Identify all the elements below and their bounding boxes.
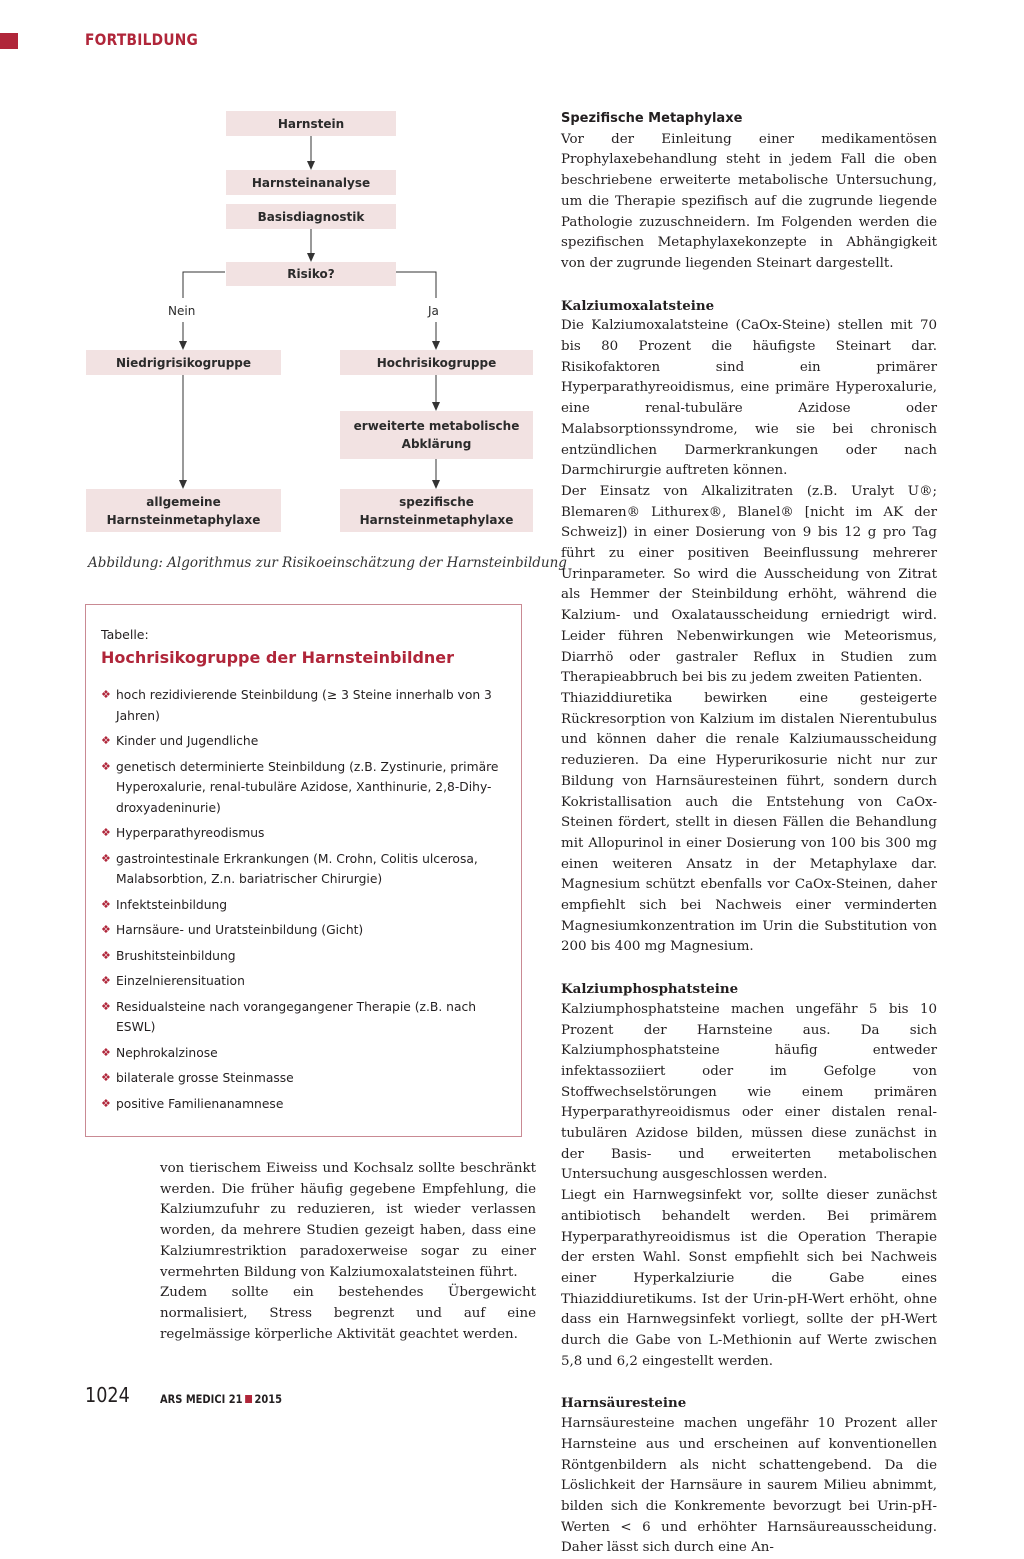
flow-node-allgemeine-metaphylaxe: allgemeine Harnsteinmetaphylaxe <box>86 489 281 532</box>
paragraph: Der Einsatz von Alkalizitraten (z.B. Uralyt U®; Blemaren® Lithurex®, Blanel® [nicht im AK der Schweiz]) in einer Dosierung von 9 bis 12 g pro Tag führt zu einer positiven Beeinflussung mehrerer Urinparameter. So wird die Ausscheidung von Zitrat als Hemmer der Steinbildung erhöht, während die Kalzium- und Oxalatausscheidung erniedrigt wird. Leider führen Nebenwirkungen wie Meteorismus, Diarrhö oder gastraler Reflux in Studien zum Therapieabbruch bei bis zu jedem zweiten Patienten. <box>561 483 937 686</box>
diamond-bullet-icon: ❖ <box>101 1045 111 1059</box>
risk-list-item-text: Kinder und Jugendliche <box>116 734 259 748</box>
table-kicker: Tabelle: <box>101 627 149 642</box>
diamond-bullet-icon: ❖ <box>101 999 111 1013</box>
left-column-text <box>160 1159 536 1345</box>
journal-year: 2015 <box>254 1392 283 1406</box>
diamond-bullet-icon: ❖ <box>101 1071 111 1084</box>
page-number: 1024 <box>85 1383 130 1407</box>
risk-list-item <box>101 946 511 967</box>
diamond-bullet-icon: ❖ <box>101 974 111 987</box>
diamond-bullet-icon: ❖ <box>101 734 111 747</box>
diamond-bullet-icon: ❖ <box>101 851 111 865</box>
risk-list-item <box>101 895 511 916</box>
paragraph: von tierischem Eiweiss und Kochsalz sollte beschränkt werden. Die früher häufig gegebene Empfehlung, die Kalziumzufuhr zu reduzieren, ist wieder verlassen worden, da mehrere Studien gezeigt haben, dass eine Kalziumrestriktion paradoxerweise sogar zu einer vermehrten Bildung von Kalziumoxalatsteinen führt. <box>160 1161 536 1280</box>
risk-list-item <box>101 920 511 941</box>
risk-list-item-text: gastrointestinale Erkrankungen (M. Crohn, Colitis ulcerosa, Malabsorbtion, Z.n. bariatrischer Chirurgie) <box>116 851 478 886</box>
diamond-bullet-icon: ❖ <box>101 923 111 936</box>
flow-node-niedrigrisikogruppe: Niedrigrisikogruppe <box>86 350 281 375</box>
risk-list-item-text: positive Familienanamnese <box>116 1096 284 1111</box>
risk-list-item-text: Nephrokalzinose <box>116 1045 218 1060</box>
risk-list-item-text: Brushitsteinbildung <box>116 948 236 963</box>
heading-spezifische-metaphylaxe: Spezifische Metaphylaxe <box>561 111 743 126</box>
table-title: Hochrisikogruppe der Harnsteinbildner <box>101 648 455 667</box>
flow-node-basisdiagnostik: Basisdiagnostik <box>226 204 396 229</box>
journal-name: ARS MEDICI 21 <box>160 1392 243 1406</box>
paragraph: Zudem sollte ein bestehendes Übergewicht normalisiert, Stress begrenzt und auf eine regelmässige körperliche Aktivität geachtet werden. <box>160 1285 536 1342</box>
risk-list <box>101 685 511 1119</box>
paragraph: Liegt ein Harnwegsinfekt vor, sollte dieser zunächst antibiotisch behandelt werden. Bei primärem Hyperparathyreoidismus ist die Operation Therapie der ersten Wahl. Sonst empfiehlt sich bei Nachweis einer Hyperkalziurie die Gabe eines Thiaziddiuretikums. Ist der Urin-pH-Wert erhöht, ohne dass ein Harnwegsinfekt vorliegt, sollte der pH-Wert durch die Gabe von L-Methionin auf Werte zwischen 5,8 und 6,2 eingestellt werden. <box>561 1188 937 1369</box>
paragraph: Kalziumphosphatsteine machen ungefähr 5 bis 10 Prozent der Harnsteine aus. Da sich Kalziumphosphatsteine häufig entweder infektassoziiert oder im Gefolge von Stoffwechselstörungen wie einem primären Hyperparathyreoidismus oder einer distalen renal-tubulären Azidose bilden, müssen diese zunächst in der Basis- und erweiterten metabolischen Untersuchung ausgeschlossen werden. <box>561 1001 937 1183</box>
risk-list-item-text: hoch rezidivierende Steinbildung (≥ 3 Steine innerhalb von 3 Jahren) <box>116 688 492 723</box>
paragraph: Vor der Einleitung einer medikamentösen Prophylaxebehandlung steht in jedem Fall die oben beschriebene erweiterte metabolische Untersuchung, um die Therapie spezifisch auf die zugrunde liegende Pathologie zuzuschneidern. Im Folgenden werden die spezifischen Metaphylaxekonzepte in Abhängigkeit von der zugrunde liegenden Steinart dargestellt. <box>561 131 937 271</box>
flow-label-ja: Ja <box>428 304 439 318</box>
risk-list-item-text: Harnsäure- und Uratsteinbildung (Gicht) <box>116 923 364 937</box>
diamond-bullet-icon: ❖ <box>101 948 111 962</box>
diamond-bullet-icon: ❖ <box>101 759 111 773</box>
flow-node-hochrisikogruppe: Hochrisikogruppe <box>340 350 533 375</box>
risk-list-item <box>101 1068 511 1089</box>
risk-list-item-text: Infektsteinbildung <box>116 897 228 912</box>
flow-label-nein: Nein <box>168 304 196 318</box>
heading-kalziumphosphatsteine: Kalziumphosphatsteine <box>561 981 739 998</box>
paragraph: Harnsäuresteine machen ungefähr 10 Prozent aller Harnsteine aus und erscheinen auf konventionellen Röntgenbildern als nicht schattengebend. Da die Löslichkeit der Harnsäure in saurem Milieu abnimmt, bilden sich die Konkremente bevorzugt bei Urin-pH-Werten < 6 und erhöhter Harnsäureausscheidung. Daher lässt sich durch eine An- <box>561 1416 937 1556</box>
risk-table-box <box>85 604 522 1137</box>
risk-list-item <box>101 849 511 890</box>
risk-list-item <box>101 997 511 1038</box>
flow-node-harnsteinanalyse: Harnsteinanalyse <box>226 170 396 195</box>
diamond-bullet-icon: ❖ <box>101 897 111 911</box>
paragraph: Thiaziddiuretika bewirken eine gesteigerte Rückresorption von Kalzium im distalen Nierentubulus und können daher die renale Kalziumausscheidung reduzieren. Da eine Hyperurikosurie nicht nur zur Bildung von Harnsäuresteinen führt, sondern durch Kokristallisation auch die Entstehung von CaOx-Steinen fördert, stellt in diesen Fällen die Behandlung mit Allopurinol in einer Dosierung von 100 bis 300 mg einen weiteren Ansatz in der Metaphylaxe dar. Magnesium schützt ebenfalls vor CaOx-Steinen, daher empfiehlt sich bei Nachweis einer verminderten Magnesiumkonzentration im Urin die Substitution von 200 bis 400 mg Magnesium. <box>561 690 937 955</box>
risk-list-item <box>101 685 511 726</box>
diamond-bullet-icon: ❖ <box>101 688 111 701</box>
heading-kalziumoxalatsteine: Kalziumoxalatsteine <box>561 297 715 314</box>
risk-list-item-text: Residualsteine nach vorangegangener Therapie (z.B. nach ESWL) <box>116 999 477 1034</box>
diamond-bullet-icon: ❖ <box>101 826 111 839</box>
risk-list-item-text: genetisch determinierte Steinbildung (z.B. Zystinurie, primäre Hyperoxalurie, renal-tubuläre Azidose, Xanthinurie, 2,8-Dihy-droxyadeninurie) <box>116 759 499 815</box>
flow-node-erweiterte-abklaerung: erweiterte metabolische Abklärung <box>340 411 533 459</box>
flow-node-spezifische-metaphylaxe: spezifische Harnsteinmetaphylaxe <box>340 489 533 532</box>
risk-list-item-text: bilaterale grosse Steinmasse <box>116 1071 294 1085</box>
risk-list-item <box>101 1094 511 1115</box>
risk-list-item <box>101 731 511 752</box>
flow-node-risiko: Risiko? <box>226 262 396 286</box>
footer-square-marker <box>245 1395 252 1403</box>
paragraph: Die Kalziumoxalatsteine (CaOx-Steine) stellen mit 70 bis 80 Prozent die häufigste Steinart dar. Risikofaktoren sind ein primärer Hyperparathyreoidismus, eine primäre Hyperoxalurie, eine renal-tubuläre Azidose oder Malabsorptionssyndrome, wie sie bei chronisch entzündlichen Darmerkrankungen oder nach Darmchirurgie auftreten können. <box>561 318 937 479</box>
risk-list-item <box>101 1043 511 1064</box>
risk-list-item <box>101 757 511 819</box>
section-title: FORTBILDUNG <box>85 30 199 49</box>
risk-list-item <box>101 823 511 844</box>
figure-caption: Abbildung: Algorithmus zur Risikoeinschätzung der Harnsteinbildung <box>88 555 567 571</box>
risk-list-item-text: Hyperparathyreodismus <box>116 826 265 840</box>
risk-list-item-text: Einzelnierensituation <box>116 974 245 988</box>
risk-list-item <box>101 971 511 992</box>
right-column-text <box>561 109 937 1559</box>
journal-footer <box>160 1392 282 1406</box>
flow-node-harnstein: Harnstein <box>226 111 396 136</box>
heading-harnsaeuresteine: Harnsäuresteine <box>561 1395 687 1412</box>
diamond-bullet-icon: ❖ <box>101 1096 111 1110</box>
